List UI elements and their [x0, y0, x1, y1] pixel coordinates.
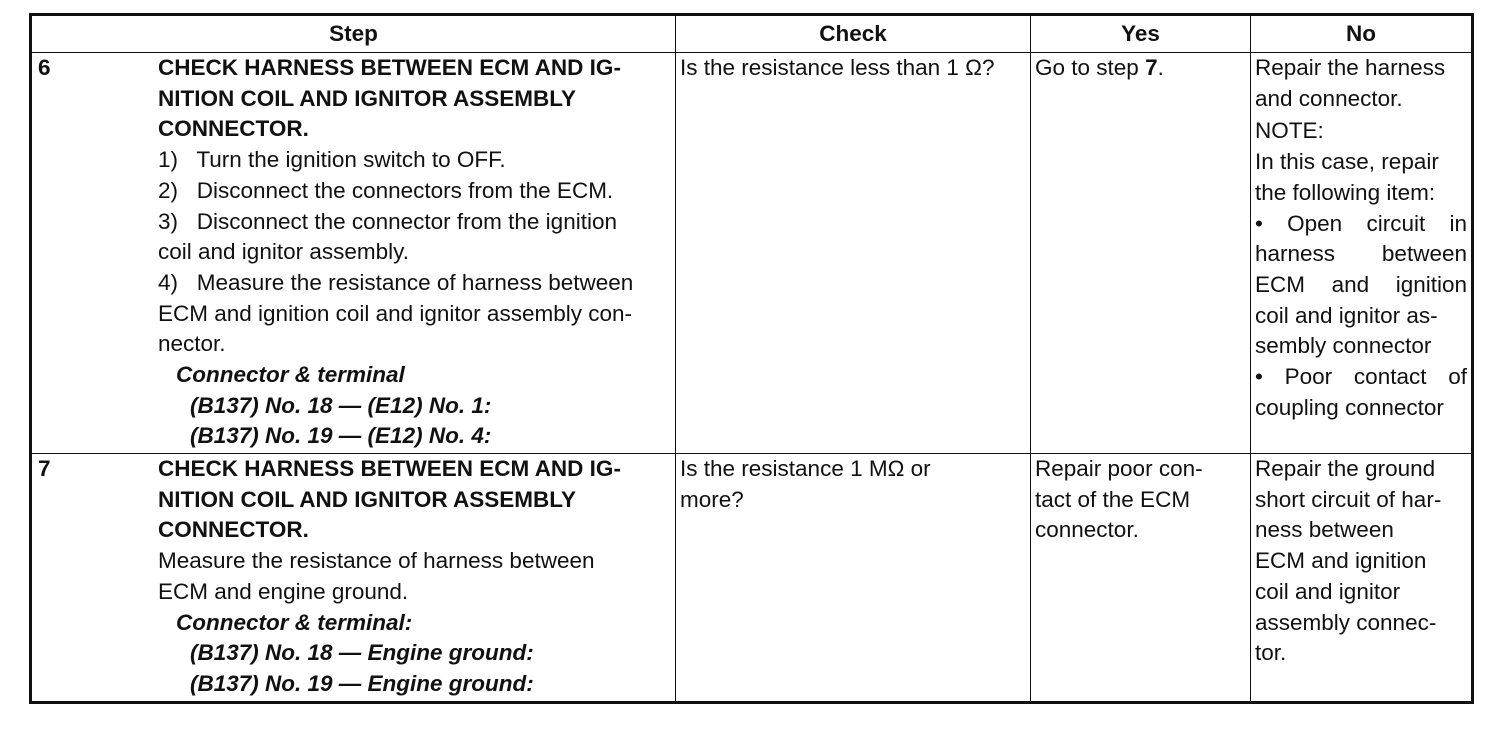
note-line: the following item: [1255, 179, 1436, 205]
terminal-line: (B137) No. 18 — Engine ground: [190, 640, 534, 666]
note-line: coil and ignitor as- [1255, 302, 1438, 328]
step-title-line: CHECK HARNESS BETWEEN ECM AND IG- [158, 456, 621, 481]
terminal-line: (B137) No. 19 — (E12) No. 4: [190, 423, 492, 449]
step-title-line: CHECK HARNESS BETWEEN ECM AND IG- [158, 55, 621, 80]
header-check: Check [676, 15, 1031, 53]
table-row [31, 53, 1473, 454]
table-row [31, 454, 1473, 703]
step-body [158, 454, 671, 700]
step-title-line: CONNECTOR. [158, 517, 309, 543]
note-line: coupling connector [1255, 394, 1444, 420]
terminal-line: (B137) No. 18 — (E12) No. 1: [190, 392, 492, 418]
note-label: NOTE: [1255, 118, 1324, 144]
yes-cell [1031, 53, 1251, 454]
no-cell [1251, 454, 1473, 703]
check-question-line: Is the resistance 1 MΩ or [680, 456, 931, 481]
no-line: Repair the ground [1255, 456, 1436, 481]
no-line: tor. [1255, 640, 1287, 666]
step-body [158, 53, 671, 452]
yes-suffix: . [1157, 55, 1164, 80]
step-instruction: 1) Turn the ignition switch to OFF. [158, 147, 506, 173]
yes-prefix: Go to step [1035, 55, 1146, 80]
step-instruction: ECM and ignition coil and ignitor assembly con- [158, 300, 632, 326]
yes-line: Repair poor con- [1035, 456, 1203, 481]
header-no: No [1251, 15, 1473, 53]
header-yes: Yes [1031, 15, 1251, 53]
step-instruction: 3) Disconnect the connector from the ignition [158, 208, 617, 234]
step-title-line: CONNECTOR. [158, 116, 309, 142]
step-instruction: ECM and engine ground. [158, 578, 409, 604]
note-line: ECM and ignition [1255, 271, 1467, 297]
step-title-line: NITION COIL AND IGNITOR ASSEMBLY [158, 486, 576, 512]
no-line: ness between [1255, 517, 1394, 543]
step-cell [31, 53, 676, 454]
no-cell [1251, 53, 1473, 454]
step-instruction: Measure the resistance of harness between [158, 548, 595, 574]
yes-cell [1031, 454, 1251, 703]
note-line: In this case, repair [1255, 149, 1439, 175]
no-line: ECM and ignition [1255, 548, 1427, 574]
header-row [31, 15, 1473, 53]
note-line: sembly connector [1255, 333, 1432, 359]
check-cell [676, 53, 1031, 454]
check-cell [676, 454, 1031, 703]
no-line: short circuit of har- [1255, 486, 1442, 512]
terminal-line: (B137) No. 19 — Engine ground: [190, 670, 534, 696]
check-question: Is the resistance less than 1 Ω? [680, 55, 995, 80]
step-instruction: coil and ignitor assembly. [158, 239, 409, 265]
step-number: 7 [38, 456, 51, 481]
terminal-heading: Connector & terminal: [176, 609, 413, 635]
no-line: and connector. [1255, 85, 1403, 111]
note-line: harness between [1255, 241, 1467, 267]
diagnostic-table [29, 13, 1474, 704]
header-step: Step [31, 15, 676, 53]
no-line: coil and ignitor [1255, 578, 1401, 604]
note-line: • Open circuit in [1255, 210, 1467, 236]
step-title-line: NITION COIL AND IGNITOR ASSEMBLY [158, 85, 576, 111]
step-cell [31, 454, 676, 703]
step-instruction: 2) Disconnect the connectors from the ECM. [158, 177, 614, 203]
check-question-line: more? [680, 486, 744, 512]
yes-step-number: 7 [1145, 55, 1158, 80]
no-line: assembly connec- [1255, 609, 1437, 635]
step-instruction: nector. [158, 331, 226, 357]
yes-line: connector. [1035, 517, 1139, 543]
no-line: Repair the harness [1255, 55, 1446, 80]
step-number: 6 [38, 55, 51, 80]
step-instruction: 4) Measure the resistance of harness between [158, 269, 634, 295]
yes-line: tact of the ECM [1035, 486, 1191, 512]
terminal-heading: Connector & terminal [176, 362, 405, 388]
note-line: • Poor contact of [1255, 364, 1467, 390]
